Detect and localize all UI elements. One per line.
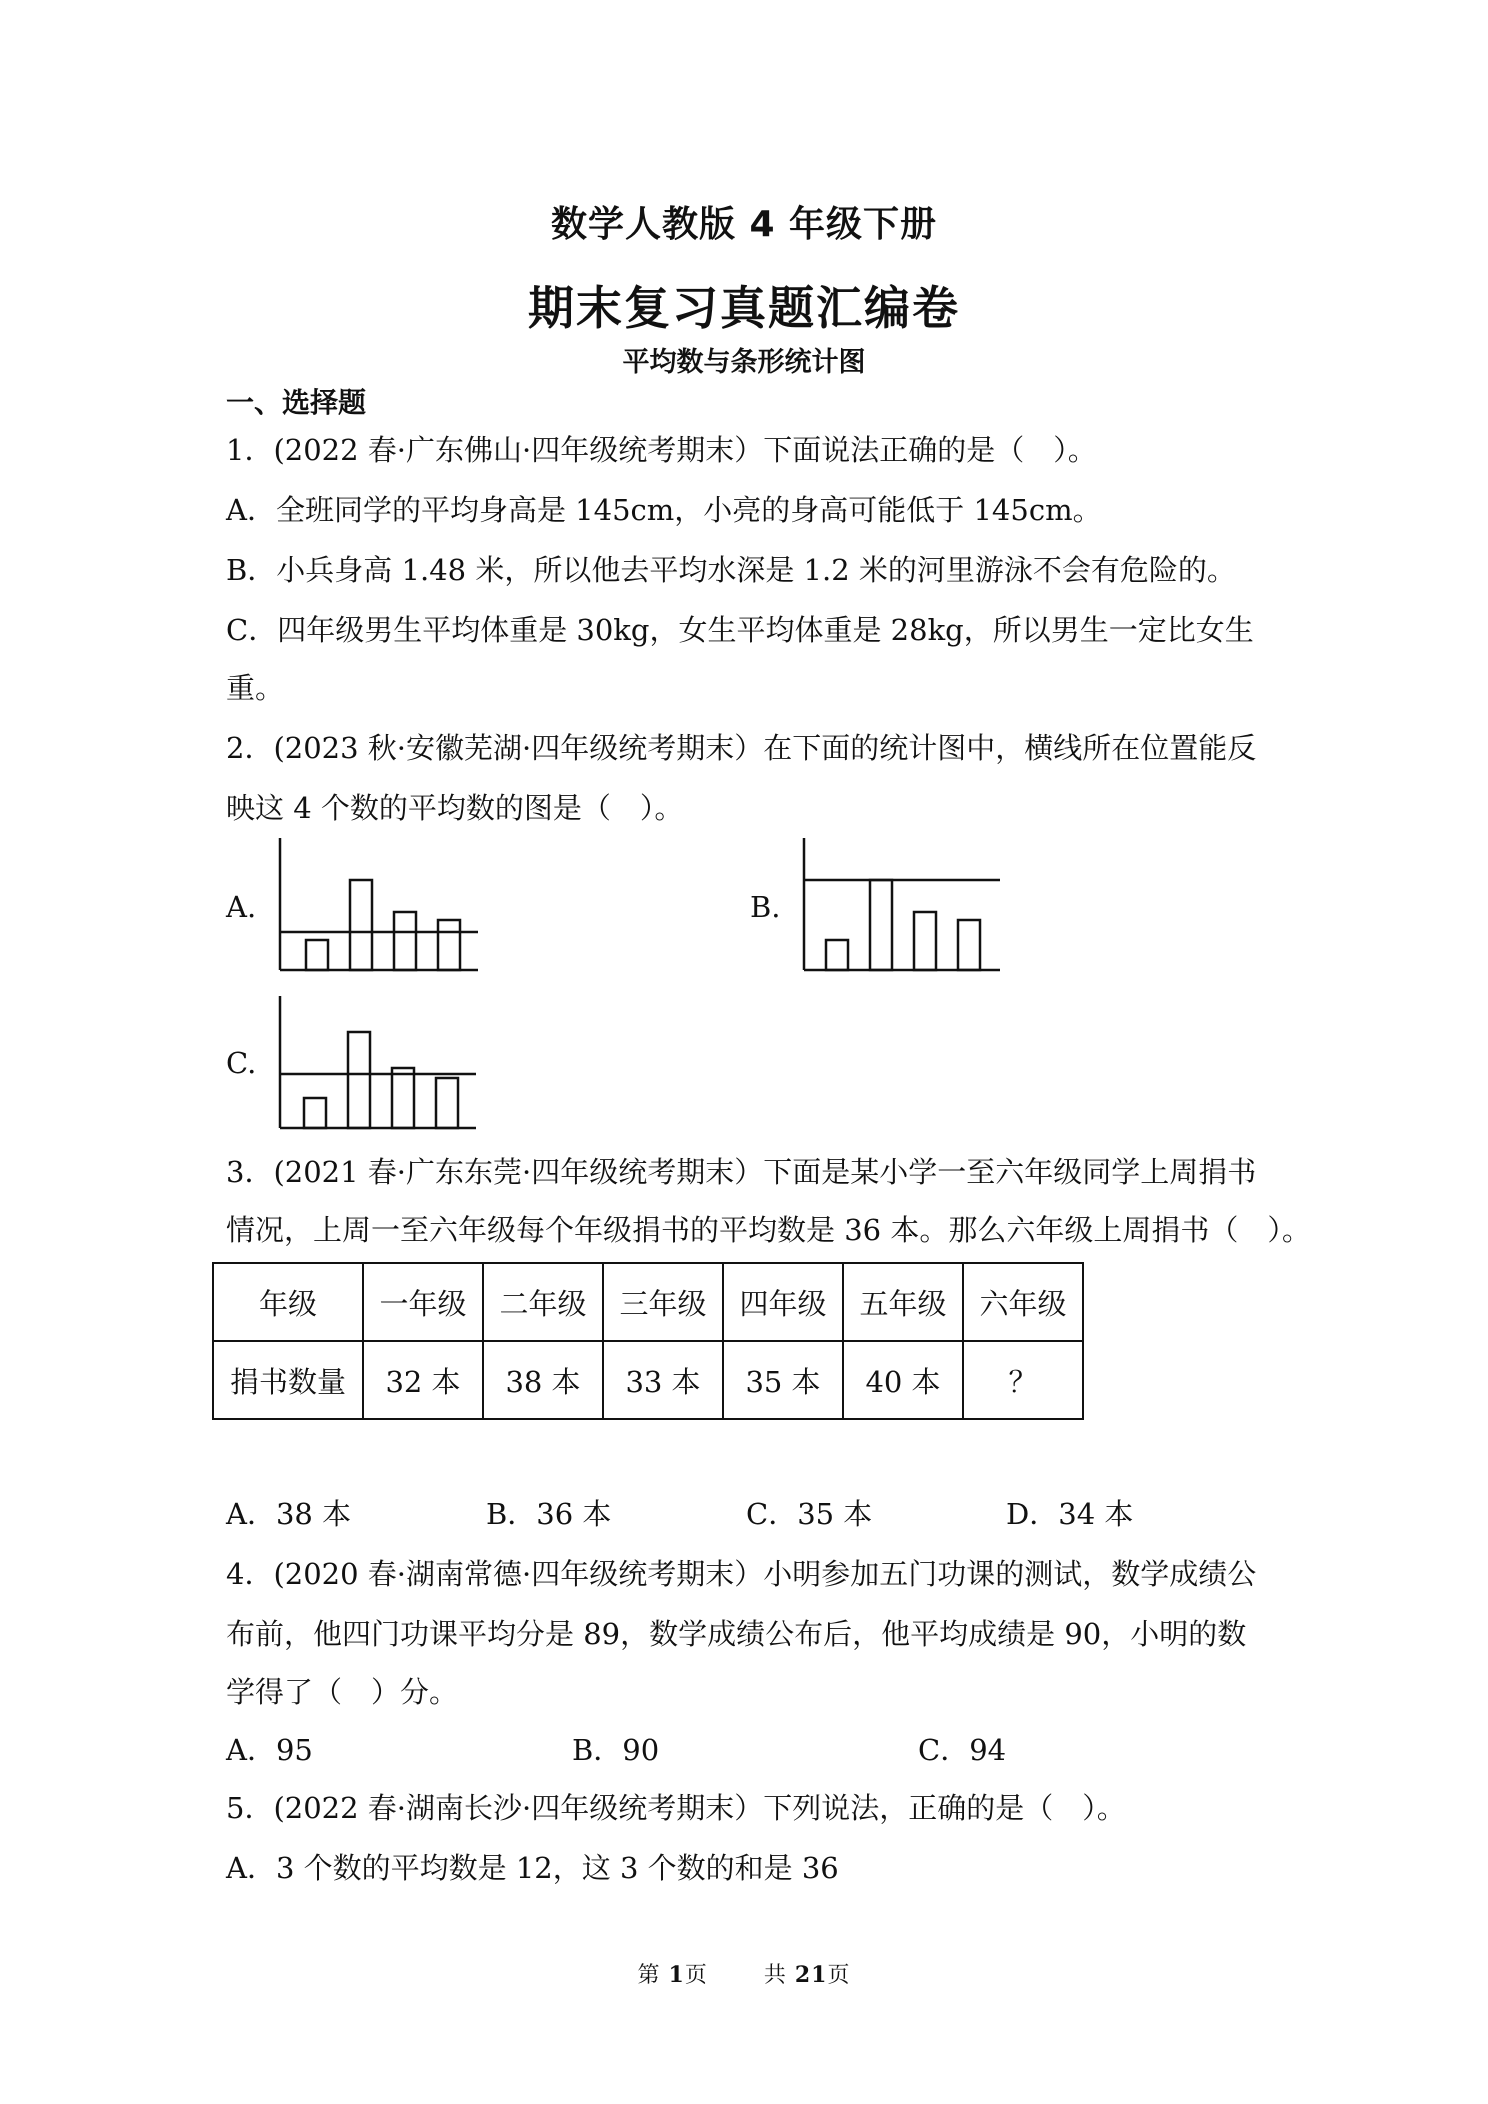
q4-option-b: B．90 xyxy=(572,1733,660,1767)
bar xyxy=(350,880,372,970)
bar xyxy=(394,912,416,970)
table-cell: 33 本 xyxy=(603,1341,723,1419)
q1-option-c-cont: 重。 xyxy=(226,671,285,705)
table-cell: 40 本 xyxy=(843,1341,963,1419)
q4-stem: 4．(2020 春·湖南常德·四年级统考期末）小明参加五门功课的测试，数学成绩公 xyxy=(226,1557,1257,1591)
topic-subtitle: 平均数与条形统计图 xyxy=(622,347,866,378)
bar xyxy=(304,1098,326,1128)
q2-figure-b xyxy=(802,838,1002,972)
page-number: 1 xyxy=(668,1962,685,1988)
table-cell: 五年级 xyxy=(843,1263,963,1341)
q1-option-c: C．四年级男生平均体重是 30kg，女生平均体重是 28kg，所以男生一定比女生 xyxy=(226,613,1254,647)
table-cell: 年级 xyxy=(213,1263,363,1341)
bar xyxy=(826,940,848,970)
q2-stem: 2．(2023 秋·安徽芜湖·四年级统考期末）在下面的统计图中，横线所在位置能反 xyxy=(226,731,1257,765)
exam-title: 期末复习真题汇编卷 xyxy=(528,281,960,335)
q2-label-a: A. xyxy=(226,890,257,924)
q1-option-b: B．小兵身高 1.48 米，所以他去平均水深是 1.2 米的河里游泳不会有危险的。 xyxy=(226,553,1236,587)
bar xyxy=(438,920,460,970)
bar xyxy=(914,912,936,970)
q5-option-a: A．3 个数的平均数是 12，这 3 个数的和是 36 xyxy=(226,1851,839,1885)
bar xyxy=(870,880,892,970)
q1-option-a: A．全班同学的平均身高是 145cm，小亮的身高可能低于 145cm。 xyxy=(226,493,1102,527)
table-cell: 32 本 xyxy=(363,1341,483,1419)
q3-stem: 3．(2021 春·广东东莞·四年级统考期末）下面是某小学一至六年级同学上周捐书 xyxy=(226,1155,1257,1189)
q2-figure-a xyxy=(278,838,478,972)
q3-option-d: D．34 本 xyxy=(1006,1497,1134,1531)
section-heading-choice: 一、选择题 xyxy=(226,386,367,419)
bar xyxy=(306,940,328,970)
q4-stem-cont2: 学得了（ ）分。 xyxy=(226,1675,459,1709)
q2-label-b: B. xyxy=(750,890,781,924)
total-prefix: 共 xyxy=(763,1963,795,1988)
page-footer xyxy=(0,1958,1488,1989)
page-suffix: 页 xyxy=(684,1963,708,1988)
q3-stem-cont: 情况，上周一至六年级每个年级捐书的平均数是 36 本。那么六年级上周捐书（ ）。 xyxy=(226,1213,1311,1247)
table-cell: 六年级 xyxy=(963,1263,1083,1341)
bar xyxy=(958,920,980,970)
q3-option-a: A．38 本 xyxy=(226,1497,352,1531)
bar xyxy=(348,1032,370,1128)
table-cell: 38 本 xyxy=(483,1341,603,1419)
q2-figure-c xyxy=(278,996,478,1130)
table-header-row xyxy=(213,1263,1083,1341)
q4-option-c: C．94 xyxy=(918,1733,1007,1767)
table-cell: 35 本 xyxy=(723,1341,843,1419)
donation-table xyxy=(212,1262,1084,1420)
total-suffix: 页 xyxy=(827,1963,851,1988)
table-cell: 捐书数量 xyxy=(213,1341,363,1419)
q4-stem-cont: 布前，他四门功课平均分是 89，数学成绩公布后，他平均成绩是 90，小明的数 xyxy=(226,1617,1247,1651)
table-row xyxy=(213,1341,1083,1419)
q3-option-b: B．36 本 xyxy=(486,1497,612,1531)
book-title: 数学人教版 4 年级下册 xyxy=(550,204,938,245)
bar xyxy=(436,1078,458,1128)
page-prefix: 第 xyxy=(637,1963,669,1988)
table-cell: 四年级 xyxy=(723,1263,843,1341)
q2-stem-cont: 映这 4 个数的平均数的图是（ ）。 xyxy=(226,791,684,825)
table-cell: ？ xyxy=(963,1341,1083,1419)
table-cell: 三年级 xyxy=(603,1263,723,1341)
bar xyxy=(392,1068,414,1128)
q2-label-c: C. xyxy=(226,1046,257,1080)
q5-stem: 5．(2022 春·湖南长沙·四年级统考期末）下列说法，正确的是（ ）。 xyxy=(226,1791,1126,1825)
q4-option-a: A．95 xyxy=(226,1733,313,1767)
q3-option-c: C．35 本 xyxy=(746,1497,873,1531)
table-cell: 一年级 xyxy=(363,1263,483,1341)
table-cell: 二年级 xyxy=(483,1263,603,1341)
total-pages: 21 xyxy=(794,1962,828,1988)
q1-stem: 1．(2022 春·广东佛山·四年级统考期末）下面说法正确的是（ ）。 xyxy=(226,433,1097,467)
